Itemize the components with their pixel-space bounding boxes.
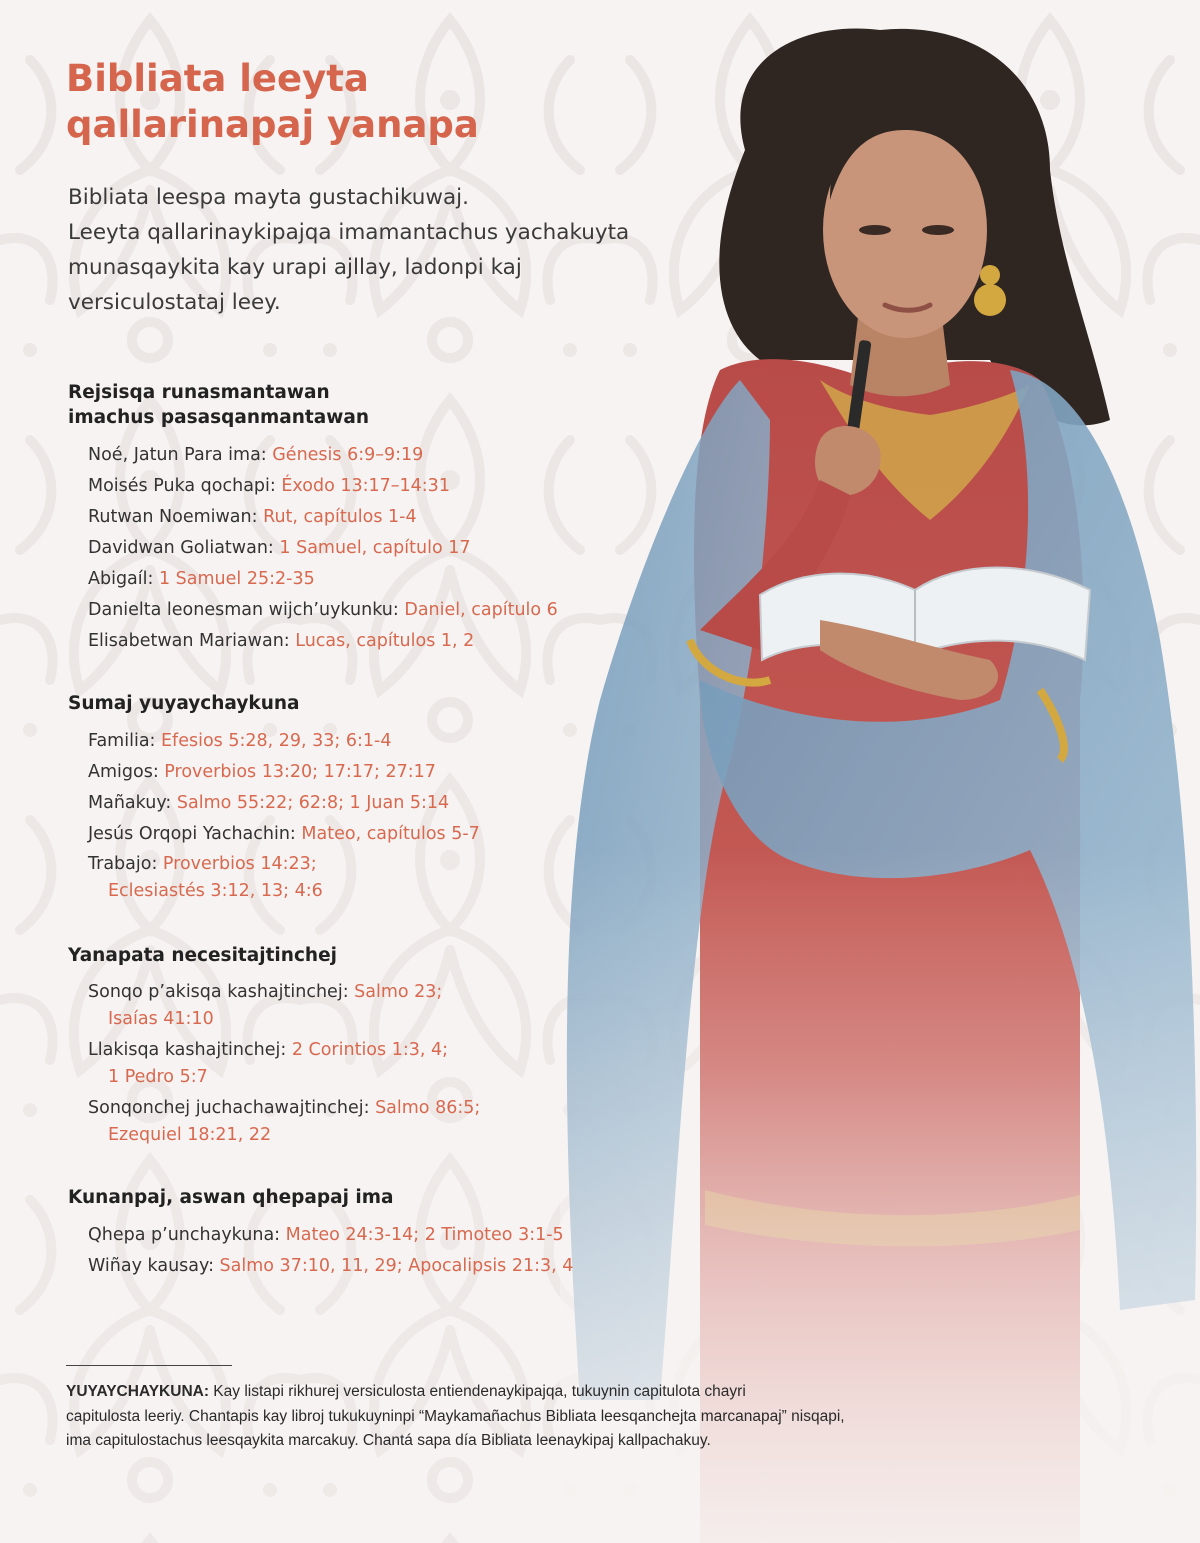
footnote-divider (66, 1365, 232, 1366)
list-item (88, 595, 628, 626)
footnote-line-3: ima capitulostachus leesqaykita marcakuy. Chantá sapa día Bibliata leenaykipaj kallpachakuy. (66, 1432, 711, 1449)
list-item (88, 471, 628, 502)
topic-label: Amigos: (88, 762, 165, 782)
list-item (88, 440, 628, 471)
footnote-lead: YUYAYCHAYKUNA: (66, 1383, 209, 1400)
list-item (88, 978, 628, 1034)
footnote-line-2: capitulosta leeriy. Chantapis kay libroj tukukuyninpi “Maykamañachus Bibliata leesqanchejta marcanapaj” nisqapi, (66, 1407, 845, 1425)
topic-label: Trabajo: (88, 854, 163, 874)
scripture-reference: Génesis 6:9–9:19 (272, 445, 424, 465)
scripture-reference: 2 Corintios 1:3, 4; (291, 1040, 449, 1060)
section-heading-line-1: Kunanpaj, aswan qhepapaj ima (68, 1187, 394, 1208)
page-title (66, 56, 479, 148)
page-title-line-2: qallarinapaj yanapa (66, 103, 479, 146)
scripture-reference-continued: Isaías 41:10 (108, 1009, 214, 1029)
topic-label: Wiñay kausay: (88, 1256, 220, 1276)
scripture-reference: Salmo 37:10, 11, 29; Apocalipsis 21:3, 4 (219, 1256, 574, 1276)
footnote (66, 1380, 966, 1454)
section-heading-line-2: imachus pasasqanmantawan (68, 407, 369, 428)
reading-list (68, 440, 628, 657)
list-item (88, 1251, 628, 1282)
topic-label: Sonqo p’akisqa kashajtinchej: (88, 982, 355, 1002)
intro-line-1: Bibliata leespa mayta gustachikuwaj. (68, 185, 469, 210)
topic-label: Noé, Jatun Para ima: (88, 445, 273, 465)
footnote-line-1 (66, 1380, 966, 1405)
scripture-reference: Proverbios 13:20; 17:17; 27:17 (164, 762, 436, 782)
topic-label: Jesús Orqopi Yachachin: (88, 824, 302, 844)
scripture-reference: Salmo 23; (354, 982, 443, 1002)
section-heading (68, 943, 628, 968)
scripture-reference: Mateo 24:3-14; 2 Timoteo 3:1-5 (285, 1225, 564, 1245)
section-good-advice (68, 691, 628, 908)
section-heading-line-1: Yanapata necesitajtinchej (68, 945, 337, 966)
list-item (88, 1220, 628, 1251)
intro-line-4: versiculostataj leey. (68, 290, 281, 315)
section-heading-line-1: Sumaj yuyaychaykuna (68, 693, 300, 714)
topic-label: Llakisqa kashajtinchej: (88, 1040, 292, 1060)
reading-list (68, 978, 628, 1150)
list-item (88, 533, 628, 564)
topic-label: Elisabetwan Mariawan: (88, 631, 296, 651)
section-heading (68, 691, 628, 716)
section-heading (68, 1185, 628, 1210)
scripture-reference: Éxodo 13:17–14:31 (281, 476, 450, 496)
list-item (88, 502, 628, 533)
scripture-reference-continued: Ezequiel 18:21, 22 (108, 1125, 272, 1145)
reading-list (68, 726, 628, 906)
topic-label: Sonqonchej juchachawajtinchej: (88, 1098, 376, 1118)
intro-paragraph (68, 180, 708, 320)
intro-line-3: munasqaykita kay urapi ajllay, ladonpi kaj (68, 255, 522, 280)
topic-label: Rutwan Noemiwan: (88, 507, 264, 527)
list-item (88, 1094, 628, 1150)
scripture-reference: Efesios 5:28, 29, 33; 6:1-4 (161, 731, 392, 751)
list-item (88, 850, 628, 906)
footnote-text-1: Kay listapi rikhurej versiculosta entiendenaykipajqa, tukuynin capitulota chayri (209, 1383, 746, 1400)
topic-label: Abigaíl: (88, 569, 159, 589)
scripture-reference: Mateo, capítulos 5-7 (301, 824, 480, 844)
reading-list (68, 1220, 628, 1282)
list-item (88, 788, 628, 819)
topic-label: Qhepa p’unchaykuna: (88, 1225, 286, 1245)
list-item (88, 819, 628, 850)
topic-label: Moisés Puka qochapi: (88, 476, 282, 496)
scripture-reference: Rut, capítulos 1-4 (263, 507, 417, 527)
list-item (88, 1036, 628, 1092)
scripture-reference: Salmo 55:22; 62:8; 1 Juan 5:14 (176, 793, 450, 813)
scripture-reference: Daniel, capítulo 6 (404, 600, 558, 620)
page-title-line-1: Bibliata leeyta (66, 57, 369, 100)
topic-label: Danielta leonesman wijch’uykunku: (88, 600, 405, 620)
scripture-reference-continued: Eclesiastés 3:12, 13; 4:6 (108, 881, 323, 901)
scripture-reference: Proverbios 14:23; (162, 854, 317, 874)
list-item (88, 726, 628, 757)
scripture-reference: Salmo 86:5; (375, 1098, 481, 1118)
section-present-and-future (68, 1185, 628, 1282)
section-when-we-need-help (68, 943, 628, 1152)
section-heading-line-1: Rejsisqa runasmantawan (68, 382, 330, 403)
intro-line-2: Leeyta qallarinaykipajqa imamantachus yachakuyta (68, 220, 630, 245)
topic-label: Mañakuy: (88, 793, 177, 813)
section-famous-people-events (68, 380, 628, 657)
scripture-reference: Lucas, capítulos 1, 2 (295, 631, 475, 651)
section-heading (68, 380, 628, 430)
scripture-reference-continued: 1 Pedro 5:7 (108, 1067, 208, 1087)
list-item (88, 757, 628, 788)
scripture-reference: 1 Samuel 25:2-35 (158, 569, 315, 589)
list-item (88, 564, 628, 595)
scripture-reference: 1 Samuel, capítulo 17 (279, 538, 471, 558)
topic-label: Familia: (88, 731, 161, 751)
topic-label: Davidwan Goliatwan: (88, 538, 280, 558)
list-item (88, 626, 628, 657)
